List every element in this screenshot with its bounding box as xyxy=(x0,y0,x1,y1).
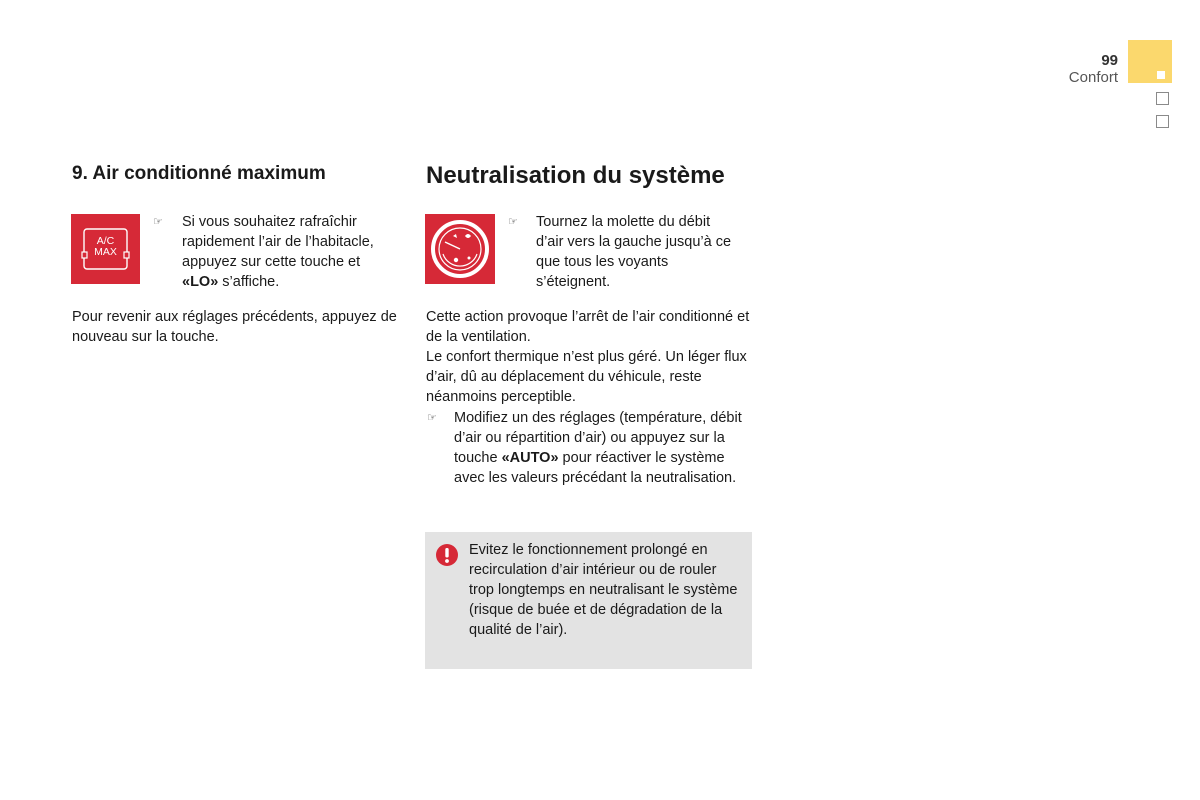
ac-max-instruction: Si vous souhaitez rafraîchir rapidement l’air de l’habitacle, appuyez sur cette touche et «LO» s’affiche. xyxy=(182,214,374,290)
chapter-tab xyxy=(1156,92,1169,105)
neutralisation-effect-text: Cette action provoque l’arrêt de l’air conditionné et de la ventilation. xyxy=(426,309,750,345)
hand-pointer-icon: ☞ xyxy=(508,216,518,228)
section-heading-ac-max: 9. Air conditionné maximum xyxy=(72,163,326,184)
thermal-comfort-text: Le confort thermique n’est plus géré. Un léger flux d’air, dû au déplacement du véhicule, reste néanmoins perceptible. xyxy=(426,349,747,405)
ac-max-return-text: Pour revenir aux réglages précédents, appuyez de nouveau sur la touche. xyxy=(72,309,397,345)
chapter-tab-active xyxy=(1128,40,1172,83)
chapter-tab xyxy=(1156,115,1169,128)
neutralisation-instruction: Tournez la molette du débit d’air vers la gauche jusqu’à ce que tous les voyants s’éteignent. xyxy=(536,214,732,290)
fan-dial-icon xyxy=(425,214,495,284)
section-heading-neutralisation: Neutralisation du système xyxy=(426,162,725,189)
reactivate-instruction: Modifiez un des réglages (température, débit d’air ou répartition d’air) ou appuyez sur la touche «AUTO» pour réactiver le système avec les valeurs précédant la neutralisation. xyxy=(454,410,742,486)
ac-max-button-icon xyxy=(71,214,140,284)
section-title: Confort xyxy=(1068,69,1118,86)
page-number: 99 xyxy=(1101,52,1118,69)
hand-pointer-icon: ☞ xyxy=(427,412,437,424)
warning-text: Evitez le fonctionnement prolongé en recirculation d’air intérieur ou de rouler trop longtemps en neutralisant le système (risque de buée et de dégradation de la qualité de l’air). xyxy=(469,542,738,638)
ac-label: A/C xyxy=(96,235,115,247)
hand-pointer-icon: ☞ xyxy=(153,216,163,228)
warning-exclamation-icon xyxy=(436,544,458,566)
max-label: MAX xyxy=(94,246,117,258)
